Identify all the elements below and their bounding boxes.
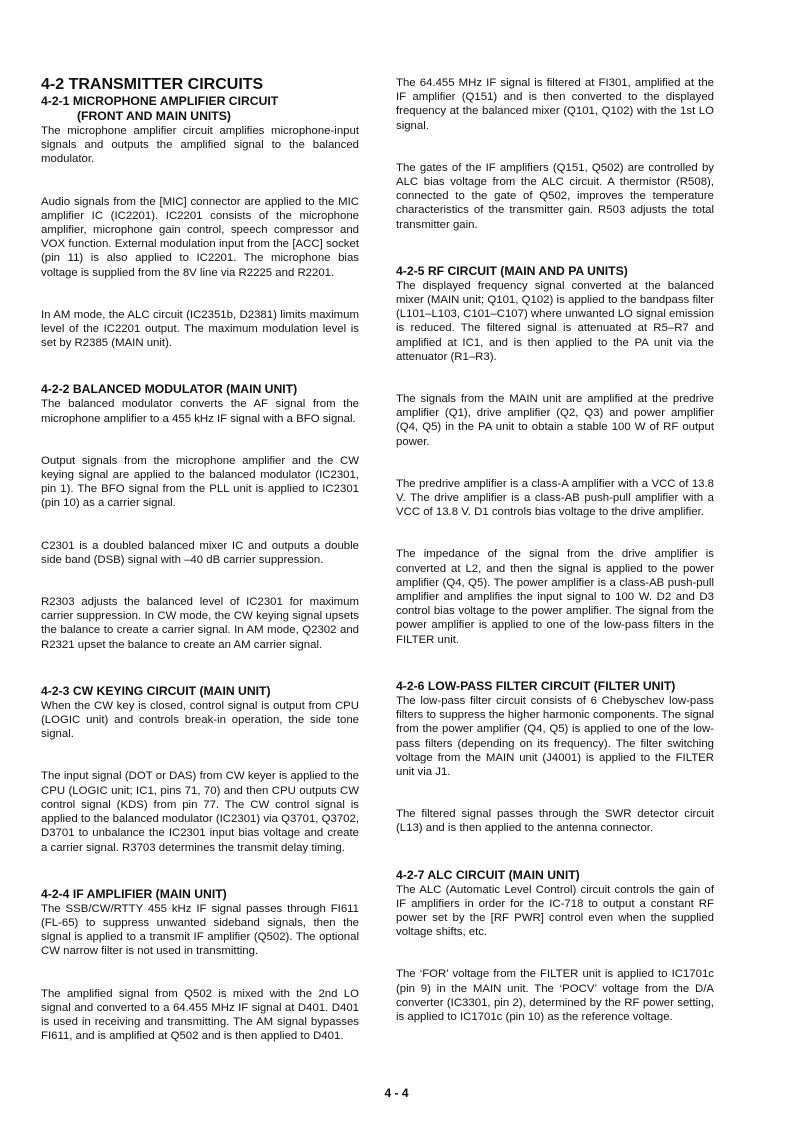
- paragraph: The ALC (Automatic Level Control) circuit controls the gain of IF amplifiers in order for the IC-718 to output a constant RF power set by the [RF PWR] control even when the supplied voltage shifts, etc.: [396, 883, 714, 939]
- alc-circuit-heading: 4-2-7 ALC CIRCUIT (MAIN UNIT): [396, 867, 580, 882]
- paragraph: The SSB/CW/RTTY 455 kHz IF signal passes through FI611 (FL-65) to suppress unwanted sideband signals, then the signal is applied to a transmit IF amplifier (Q502). The optional CW narrow filter is not used in transmitting.: [41, 902, 359, 958]
- paragraph: The input signal (DOT or DAS) from CW keyer is applied to the CPU (LOGIC unit; IC1, pins 71, 70) and then CPU outputs CW control signal (KDS) from pin 77. The CW control signal is applied to the balanced modulator (IC2301) via Q3701, Q3702, D3701 to unbalance the IC2301 input bias voltage and create a carrier signal. R3703 determines the transmit delay timing.: [41, 770, 359, 854]
- paragraph: The 64.455 MHz IF signal is filtered at FI301, amplified at the IF amplifier (Q151) and is then converted to the displayed frequency at the balanced mixer (Q101, Q102) with the 1st LO signal.: [396, 77, 714, 132]
- page-number: 4 - 4: [384, 1086, 409, 1100]
- paragraph: The predrive amplifier is a class-A amplifier with a VCC of 13.8 V. The drive amplifier is a class-AB push-pull amplifier with a VCC of 13.8 V. D1 controls bias voltage to the drive amplifier.: [396, 477, 714, 519]
- cw-keying-heading: 4-2-3 CW KEYING CIRCUIT (MAIN UNIT): [41, 683, 271, 698]
- paragraph: The impedance of the signal from the drive amplifier is converted at L2, and then the signal is applied to the power amplifier (Q4, Q5). The power amplifier is a class-AB push-pull amplifier and amplifies the input signal to 100 W. D2 and D3 control bias voltage to the power amplifier. The signal from the power amplifier is applied to one of the low-pass filters in the FILTER unit.: [396, 548, 714, 646]
- paragraph: In AM mode, the ALC circuit (IC2351b, D2381) limits maximum level of the IC2201 output. The maximum modulation level is set by R2385 (MAIN unit).: [41, 308, 359, 350]
- microphone-amplifier-heading: 4-2-1 MICROPHONE AMPLIFIER CIRCUIT: [41, 94, 279, 108]
- paragraph: Audio signals from the [MIC] connector are applied to the MIC amplifier IC (IC2201). IC2201 consists of the microphone amplifier, microphone gain control, speech compressor and VOX function. External modulation input from the [ACC] socket (pin 11) is also applied to IC2201. The microphone bias voltage is supplied from the 8V line via R2225 and R2201.: [41, 195, 359, 279]
- paragraph: The balanced modulator converts the AF signal from the microphone amplifier to a 455 kHz IF signal with a BFO signal.: [41, 398, 359, 425]
- balanced-modulator-heading: 4-2-2 BALANCED MODULATOR (MAIN UNIT): [41, 382, 298, 397]
- paragraph: The signals from the MAIN unit are amplified at the predrive amplifier (Q1), drive amplifier (Q2, Q3) and power amplifier (Q4, Q5) in the PA unit to obtain a stable 100 W of RF output power.: [396, 393, 714, 448]
- microphone-amplifier-heading-units: (FRONT AND MAIN UNITS): [77, 109, 231, 123]
- left-column: [41, 76, 359, 1057]
- paragraph: The gates of the IF amplifiers (Q151, Q502) are controlled by ALC bias voltage from the ALC circuit. A thermistor (R508), connected to the gate of Q502, improves the temperature characteristics of the transmitter gain. R503 adjusts the total transmitter gain.: [396, 161, 714, 231]
- paragraph: The amplified signal from Q502 is mixed with the 2nd LO signal and converted to a 64.455 MHz IF signal at D401. D401 is used in receiving and transmitting. The AM signal bypasses FI611, and is amplified at Q502 and is then applied to D401.: [41, 987, 359, 1043]
- paragraph: The filtered signal passes through the SWR detector circuit (L13) and is then applied to the antenna connector.: [396, 808, 714, 835]
- paragraph: The microphone amplifier circuit amplifies microphone-input signals and outputs the amplified signal to the balanced modulator.: [41, 125, 359, 166]
- paragraph: The low-pass filter circuit consists of 6 Chebyschev low-pass filters to suppress the higher harmonic components. The signal from the power amplifier (Q4, Q5) is applied to one of the low-pass filters (depending on its frequency). The filter switching voltage from the MAIN unit (J4001) is applied to the FILTER unit via J1.: [396, 694, 714, 778]
- paragraph: When the CW key is closed, control signal is output from CPU (LOGIC unit) and controls break-in operation, the side tone signal.: [41, 699, 359, 741]
- right-column: [396, 76, 714, 1038]
- paragraph: The displayed frequency signal converted at the balanced mixer (MAIN unit; Q101, Q102) is applied to the bandpass filter (L101–L103, C101–C107) where unwanted LO signal emission is reduced. The filtered signal is attenuated at R5–R7 and amplified at IC1, and is then applied to the PA unit via the attenuator (R1–R3).: [396, 279, 714, 363]
- rf-circuit-heading: 4-2-5 RF CIRCUIT (MAIN AND PA UNITS): [396, 263, 628, 278]
- section-title: 4-2 TRANSMITTER CIRCUITS: [41, 76, 264, 93]
- paragraph: The ‘FOR’ voltage from the FILTER unit is applied to IC1701c (pin 9) in the MAIN unit. The ‘POCV’ voltage from the D/A converter (IC3301, pin 2), determined by the RF power setting, is applied to IC1701c (pin 10) as the reference voltage.: [396, 968, 714, 1023]
- if-amplifier-heading: 4-2-4 IF AMPLIFIER (MAIN UNIT): [41, 886, 227, 901]
- paragraph: C2301 is a doubled balanced mixer IC and outputs a double side band (DSB) signal with –40 dB carrier suppression.: [41, 539, 359, 566]
- low-pass-filter-heading: 4-2-6 LOW-PASS FILTER CIRCUIT (FILTER UNIT): [396, 678, 676, 693]
- paragraph: Output signals from the microphone amplifier and the CW keying signal are applied to the balanced modulator (IC2301, pin 1). The BFO signal from the PLL unit is applied to IC2301 (pin 10) as a carrier signal.: [41, 454, 359, 510]
- paragraph: R2303 adjusts the balanced level of IC2301 for maximum carrier suppression. In CW mode, the CW keying signal upsets the balance to create a carrier signal. In AM mode, Q2302 and R2321 upset the balance to create an AM carrier signal.: [41, 596, 359, 651]
